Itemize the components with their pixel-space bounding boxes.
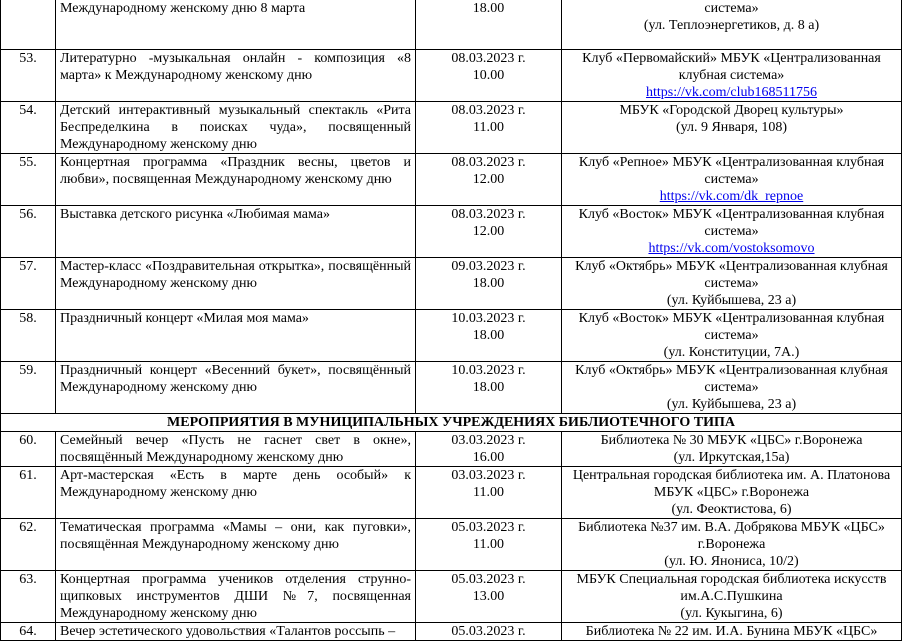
event-description: Концертная программа учеников отделения струнно-щипковых инструментов ДШИ №7, посвященная Международному женскому дню — [56, 570, 416, 622]
section-title: МЕРОПРИЯТИЯ В МУНИЦИПАЛЬНЫХ УЧРЕЖДЕНИЯХ БИБЛИОТЕЧНОГО ТИПА — [1, 413, 902, 431]
venue-link[interactable]: https://vk.com/vostoksomovo — [648, 240, 815, 256]
venue-line: Клуб «Восток» МБУК «Централизованная клубная — [578, 206, 885, 222]
event-time: 16.00 — [472, 449, 505, 465]
table-row — [1, 622, 902, 640]
event-description: Концертная программа «Праздник весны, цветов и любви», посвященная Международному женскому дню — [56, 153, 416, 205]
row-number: 53. — [1, 49, 56, 101]
event-description: Арт-мастерская «Есть в марте день особый» к Международному женскому дню — [56, 466, 416, 518]
table-row — [1, 257, 902, 309]
table-row — [1, 309, 902, 361]
event-date: 08.03.2023 г. — [451, 206, 526, 222]
venue-line: Клуб «Первомайский» МБУК «Централизованная — [582, 50, 881, 66]
event-time: 18.00 — [472, 275, 505, 291]
venue-line: система» — [704, 171, 759, 187]
event-venue — [562, 205, 902, 257]
venue-line: Библиотека № 30 МБУК «ЦБС» г.Воронежа — [600, 432, 863, 448]
row-number: 60. — [1, 431, 56, 466]
event-datetime — [416, 361, 562, 413]
table-row — [1, 570, 902, 622]
venue-line: система» — [704, 327, 759, 343]
venue-line: г.Воронежа — [697, 536, 766, 552]
table-row — [1, 49, 902, 101]
event-date: 10.03.2023 г. — [451, 362, 526, 378]
venue-line: Клуб «Репное» МБУК «Централизованная клубная — [578, 154, 885, 170]
row-number: 64. — [1, 622, 56, 640]
event-time: 12.00 — [472, 223, 505, 239]
event-description: Вечер эстетического удовольствия «Талантов россыпь – — [56, 622, 416, 640]
event-date: 05.03.2023 г. — [451, 623, 526, 639]
venue-line: (ул. Конституции, 7А.) — [663, 344, 800, 360]
venue-line: Центральная городская библиотека им. А. Платонова — [572, 467, 891, 483]
event-description: Мастер-класс «Поздравительная открытка», посвящённый Международному женскому дню — [56, 257, 416, 309]
venue-line: система» — [704, 379, 759, 395]
event-venue — [562, 466, 902, 518]
venue-line: (ул. Куйбышева, 23 а) — [666, 292, 797, 308]
venue-line: Библиотека № 22 им. И.А. Бунина МБУК «ЦБС» — [585, 623, 878, 639]
event-venue — [562, 570, 902, 622]
venue-line: система» — [704, 275, 759, 291]
event-datetime — [416, 153, 562, 205]
event-venue — [562, 622, 902, 640]
venue-line: (ул. Феоктистова, 6) — [671, 501, 792, 517]
event-description: Выставка детского рисунка «Любимая мама» — [56, 205, 416, 257]
venue-line: (ул. Кукыгина, 6) — [680, 605, 783, 621]
venue-link[interactable]: https://vk.com/dk_repnoe — [659, 188, 804, 204]
row-number: 63. — [1, 570, 56, 622]
event-description: Детский интерактивный музыкальный спектакль «Рита Беспределкина в поисках чуда», посвященный Международному женскому дню — [56, 101, 416, 153]
event-datetime — [416, 622, 562, 640]
event-description: Семейный вечер «Пусть не гаснет свет в окне», посвящённый Международному женскому дню — [56, 431, 416, 466]
table-row — [1, 0, 902, 49]
row-number: 61. — [1, 466, 56, 518]
venue-line: (ул. 9 Января, 108) — [675, 119, 788, 135]
event-description: Международному женскому дню 8 марта — [56, 0, 416, 49]
row-number: 56. — [1, 205, 56, 257]
event-time: 13.00 — [472, 588, 505, 604]
event-datetime — [416, 101, 562, 153]
event-time: 12.00 — [472, 171, 505, 187]
event-time: 11.00 — [473, 119, 504, 135]
event-date: 10.03.2023 г. — [451, 310, 526, 326]
event-time: 11.00 — [473, 536, 504, 552]
venue-line: Клуб «Октябрь» МБУК «Централизованная клубная — [575, 258, 888, 274]
event-venue — [562, 49, 902, 101]
row-number: 54. — [1, 101, 56, 153]
event-description: Праздничный концерт «Весенний букет», посвящённый Международному женскому дню — [56, 361, 416, 413]
table-row — [1, 361, 902, 413]
venue-line: (ул. Иркутская,15а) — [673, 449, 790, 465]
venue-line: Клуб «Октябрь» МБУК «Централизованная клубная — [575, 362, 888, 378]
venue-line: клубная система» — [678, 67, 785, 83]
event-time: 18.00 — [472, 327, 505, 343]
event-date: 08.03.2023 г. — [451, 50, 526, 66]
venue-line: МБУК «Городской Дворец культуры» — [619, 102, 844, 118]
venue-line: система» — [704, 223, 759, 239]
event-time: 11.00 — [473, 484, 504, 500]
event-time: 18.00 — [472, 379, 505, 395]
event-venue — [562, 518, 902, 570]
table-row — [1, 101, 902, 153]
venue-line: Клуб «Восток» МБУК «Централизованная клубная — [578, 310, 885, 326]
event-venue — [562, 257, 902, 309]
event-venue — [562, 101, 902, 153]
event-datetime — [416, 570, 562, 622]
event-date: 08.03.2023 г. — [451, 102, 526, 118]
event-date: 09.03.2023 г. — [451, 258, 526, 274]
event-time: 10.00 — [472, 67, 505, 83]
row-number: 57. — [1, 257, 56, 309]
event-description: Праздничный концерт «Милая моя мама» — [56, 309, 416, 361]
event-datetime — [416, 309, 562, 361]
event-venue — [562, 309, 902, 361]
venue-line: система» — [704, 1, 759, 16]
section-header-row — [1, 413, 902, 431]
event-venue — [562, 431, 902, 466]
table-row — [1, 466, 902, 518]
event-date: 03.03.2023 г. — [451, 432, 526, 448]
row-number: 59. — [1, 361, 56, 413]
event-date: 03.03.2023 г. — [451, 467, 526, 483]
event-venue — [562, 361, 902, 413]
event-date: 05.03.2023 г. — [451, 519, 526, 535]
event-datetime — [416, 49, 562, 101]
event-description: Тематическая программа «Мамы – они, как пуговки», посвящённая Международному женскому дню — [56, 518, 416, 570]
venue-line: МБУК «ЦБС» г.Воронежа — [653, 484, 810, 500]
venue-line: Библиотека №37 им. В.А. Добрякова МБУК «ЦБС» — [578, 519, 885, 535]
row-number: 55. — [1, 153, 56, 205]
event-datetime — [416, 466, 562, 518]
event-time: 18.00 — [416, 0, 562, 49]
venue-line: (ул. Ю. Янониса, 10/2) — [664, 553, 799, 569]
venue-line: МБУК Специальная городская библиотека искусств — [576, 571, 887, 587]
table-row — [1, 153, 902, 205]
venue-link[interactable]: https://vk.com/club168511756 — [646, 84, 817, 100]
venue-line: (ул. Куйбышева, 23 а) — [666, 396, 797, 412]
event-datetime — [416, 257, 562, 309]
table-row — [1, 431, 902, 466]
event-date: 05.03.2023 г. — [451, 571, 526, 587]
venue-line: им.А.С.Пушкина — [680, 588, 783, 604]
event-datetime — [416, 205, 562, 257]
table-row — [1, 518, 902, 570]
event-datetime — [416, 518, 562, 570]
event-datetime — [416, 431, 562, 466]
row-number: 62. — [1, 518, 56, 570]
row-number: 58. — [1, 309, 56, 361]
event-date: 08.03.2023 г. — [451, 154, 526, 170]
event-venue — [562, 153, 902, 205]
table-row — [1, 205, 902, 257]
row-number-cell — [1, 0, 56, 49]
venue-line: (ул. Теплоэнергетиков, д. 8 а) — [643, 18, 820, 33]
event-venue — [562, 0, 902, 49]
event-description: Литературно -музыкальная онлайн - композиция «8 марта» к Международному женскому дню — [56, 49, 416, 101]
